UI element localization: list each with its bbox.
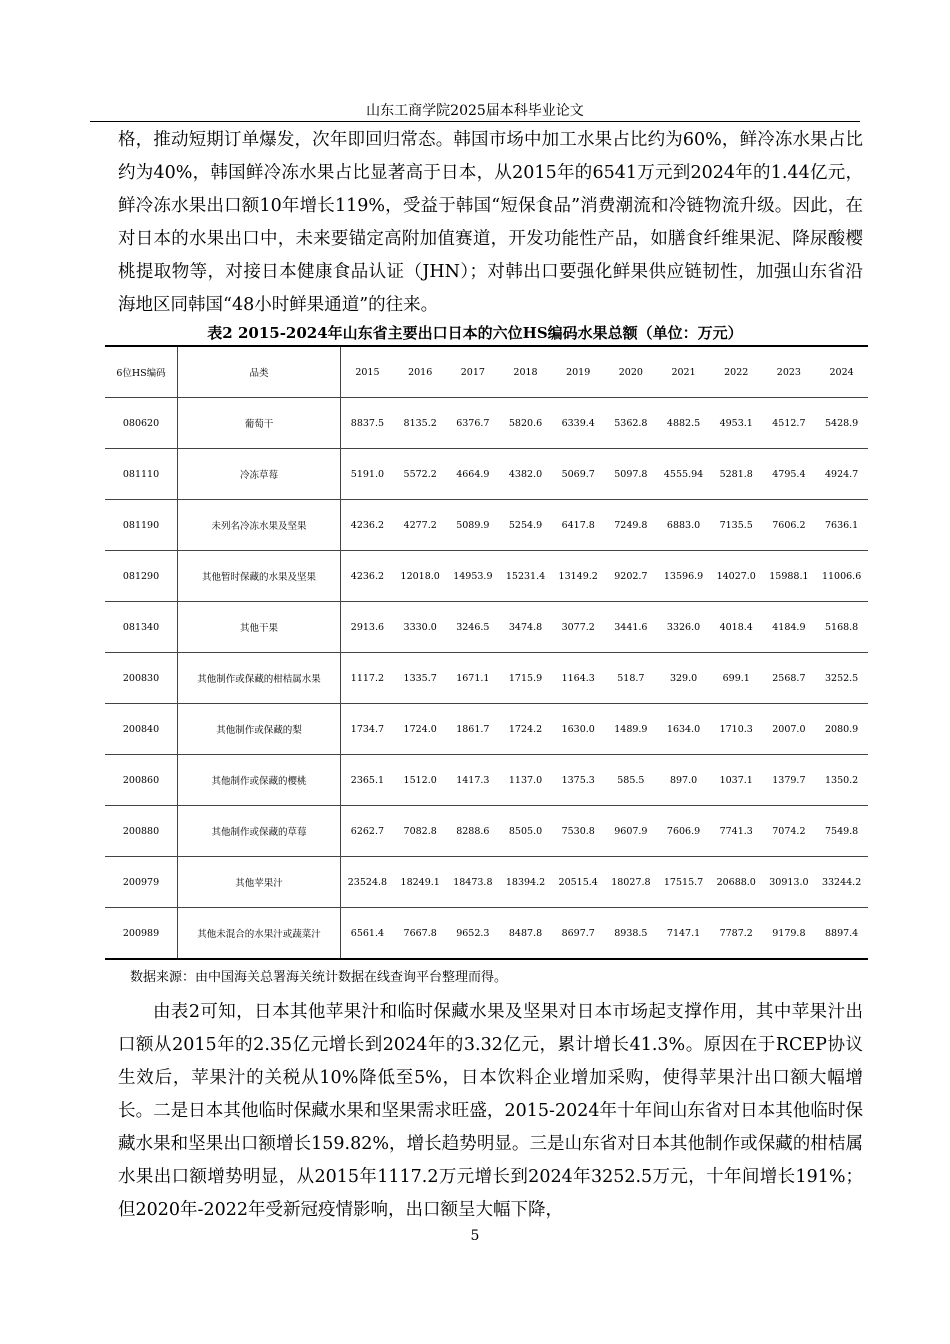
value-cell: 7787.2 — [719, 927, 753, 939]
value-cell: 1630.0 — [552, 704, 605, 755]
value-cell: 3077.2 — [552, 602, 605, 653]
value-cell: 8938.5 — [614, 927, 648, 939]
value-cell: 20688.0 — [710, 857, 763, 908]
value-cell: 5428.9 — [815, 398, 868, 449]
value-cell: 1379.7 — [763, 755, 816, 806]
category-cell: 其他制作或保藏的梨 — [178, 704, 341, 755]
value-cell: 15988.1 — [763, 551, 816, 602]
value-cell: 20515.4 — [552, 857, 605, 908]
table-row — [105, 551, 868, 602]
hs-code-cell: 6位HS编码 — [105, 346, 178, 398]
hs-code-cell: 080620 — [105, 398, 178, 449]
value-cell: 7082.8 — [394, 806, 447, 857]
value-cell: 6339.4 — [552, 398, 605, 449]
value-cell: 8697.7 — [561, 927, 595, 939]
value-cell: 7147.1 — [666, 927, 701, 939]
value-cell: 11006.6 — [815, 551, 868, 602]
table-row — [105, 857, 868, 908]
hs-code-cell: 200880 — [105, 806, 178, 857]
value-cell: 2021 — [657, 346, 710, 398]
value-cell: 12018.0 — [394, 551, 447, 602]
value-cell: 2016 — [394, 346, 447, 398]
value-cell: 1634.0 — [657, 704, 710, 755]
value-cell: 4018.4 — [710, 602, 763, 653]
hs-code-cell: 081340 — [105, 602, 178, 653]
value-cell: 1734.7 — [341, 704, 394, 755]
value-cell: 2023 — [763, 346, 816, 398]
value-cell: 5820.6 — [499, 398, 552, 449]
value-cell: 14027.0 — [710, 551, 763, 602]
value-cell: 1715.9 — [499, 653, 552, 704]
value-cell: 17515.7 — [657, 857, 710, 908]
value-cell: 2365.1 — [341, 755, 394, 806]
category-cell: 未列名冷冻水果及坚果 — [178, 500, 341, 551]
value-cell: 7667.8 — [403, 927, 437, 939]
table-row — [105, 653, 868, 704]
hs-code-cell: 200840 — [105, 704, 178, 755]
value-cell: 6262.7 — [341, 806, 394, 857]
value-cell: 1375.3 — [552, 755, 605, 806]
value-cell: 13149.2 — [552, 551, 605, 602]
value-cell: 699.1 — [710, 653, 763, 704]
value-cell: 7135.5 — [710, 500, 763, 551]
value-cell: 4924.7 — [815, 449, 868, 500]
value-cell: 18473.8 — [447, 857, 500, 908]
value-cell: 13596.9 — [657, 551, 710, 602]
value-cell: 2019 — [552, 346, 605, 398]
value-cell: 1724.2 — [499, 704, 552, 755]
value-cell: 2020 — [605, 346, 658, 398]
value-cell: 8837.5 — [341, 398, 394, 449]
category-cell: 品类 — [178, 346, 341, 398]
table-source: 数据来源：由中国海关总署海关统计数据在线查询平台整理而得。 — [130, 970, 508, 985]
value-cell: 3326.0 — [657, 602, 710, 653]
value-cell: 4512.7 — [763, 398, 816, 449]
value-cell: 4882.5 — [657, 398, 710, 449]
value-cell: 8897.4 — [824, 927, 859, 939]
value-cell: 7249.8 — [605, 500, 658, 551]
value-cell: 5097.8 — [605, 449, 658, 500]
value-cell: 33244.2 — [815, 857, 868, 908]
category-cell: 其他干果 — [178, 602, 341, 653]
value-cell: 6376.7 — [447, 398, 500, 449]
value-cell: 5572.2 — [394, 449, 447, 500]
value-cell: 1512.0 — [394, 755, 447, 806]
value-cell: 1417.3 — [447, 755, 500, 806]
value-cell: 4236.2 — [341, 551, 394, 602]
value-cell: 14953.9 — [447, 551, 500, 602]
value-cell: 3441.6 — [605, 602, 658, 653]
value-cell: 1164.3 — [552, 653, 605, 704]
value-cell: 897.0 — [657, 755, 710, 806]
header-divider — [90, 121, 860, 122]
value-cell: 4664.9 — [447, 449, 500, 500]
value-cell: 4236.2 — [341, 500, 394, 551]
hs-code-cell: 081110 — [105, 449, 178, 500]
value-cell: 1724.0 — [394, 704, 447, 755]
value-cell: 4953.1 — [710, 398, 763, 449]
category-cell: 其他暂时保藏的水果及坚果 — [178, 551, 341, 602]
value-cell: 2007.0 — [763, 704, 816, 755]
value-cell: 3252.5 — [815, 653, 868, 704]
value-cell: 5168.8 — [815, 602, 868, 653]
value-cell: 3246.5 — [447, 602, 500, 653]
table-row — [105, 908, 868, 960]
value-cell: 2568.7 — [763, 653, 816, 704]
value-cell: 8135.2 — [394, 398, 447, 449]
value-cell: 18394.2 — [499, 857, 552, 908]
value-cell: 329.0 — [657, 653, 710, 704]
value-cell: 30913.0 — [763, 857, 816, 908]
value-cell: 1037.1 — [710, 755, 763, 806]
value-cell: 1117.2 — [341, 653, 394, 704]
value-cell: 2017 — [447, 346, 500, 398]
value-cell: 7606.2 — [763, 500, 816, 551]
value-cell: 23524.8 — [341, 857, 394, 908]
value-cell: 5069.7 — [552, 449, 605, 500]
hs-code-cell: 200860 — [105, 755, 178, 806]
category-cell: 其他制作或保藏的草莓 — [178, 806, 341, 857]
paragraph-1: 格，推动短期订单爆发，次年即回归常态。韩国市场中加工水果占比约为60%，鲜冷冻水果占比约为40%，韩国鲜冷冻水果占比显著高于日本，从2015年的6541万元到2024年的1.44亿元，鲜冷冻水果出口额10年增长119%，受益于韩国“短保食品”消费潮流和冷链物流升级。因此，在对日本的水果出口中，未来要锚定高附加值赛道，开发功能性产品，如膳食纤维果泥、降尿酸樱桃提取物等，对接日本健康食品认证（JHN）；对韩出口要强化鲜果供应链韧性，加强山东省沿海地区同韩国“48小时鲜果通道”的往来。 — [118, 130, 863, 315]
value-cell: 9607.9 — [605, 806, 658, 857]
value-cell: 1710.3 — [710, 704, 763, 755]
category-cell: 冷冻草莓 — [178, 449, 341, 500]
page-number: 5 — [470, 1228, 480, 1244]
paragraph-2: 由表2可知，日本其他苹果汁和临时保藏水果及坚果对日本市场起支撑作用，其中苹果汁出口额从2015年的2.35亿元增长到2024年的3.32亿元，累计增长41.3%。原因在于RCEP协议生效后，苹果汁的关税从10%降低至5%，日本饮料企业增加采购，使得苹果汁出口额大幅增长。二是日本其他临时保藏水果和坚果需求旺盛，2015-2024年十年间山东省对日本其他临时保藏水果和坚果出口额增长159.82%，增长趋势明显。三是山东省对日本其他制作或保藏的柑桔属水果出口额增势明显，从2015年1117.2万元增长到2024年3252.5万元，十年间增长191%；但2020年-2022年受新冠疫情影响，出口额呈大幅下降， — [118, 1002, 863, 1220]
hs-code-cell: 200830 — [105, 653, 178, 704]
value-cell: 1350.2 — [815, 755, 868, 806]
value-cell: 7549.8 — [815, 806, 868, 857]
value-cell: 15231.4 — [499, 551, 552, 602]
value-cell: 3474.8 — [499, 602, 552, 653]
value-cell: 9202.7 — [605, 551, 658, 602]
value-cell: 1861.7 — [447, 704, 500, 755]
value-cell: 7606.9 — [657, 806, 710, 857]
value-cell: 4382.0 — [499, 449, 552, 500]
value-cell: 7530.8 — [552, 806, 605, 857]
value-cell: 9179.8 — [772, 927, 806, 939]
value-cell: 4555.94 — [657, 449, 710, 500]
export-table — [105, 345, 868, 960]
category-cell: 其他未混合的水果汁或蔬菜汁 — [178, 908, 341, 960]
value-cell: 5281.8 — [710, 449, 763, 500]
table-row — [105, 704, 868, 755]
table-row — [105, 449, 868, 500]
hs-code-cell: 200989 — [105, 908, 178, 960]
table-title: 表2 2015-2024年山东省主要出口日本的六位HS编码水果总额（单位：万元） — [207, 324, 743, 342]
table-row — [105, 602, 868, 653]
value-cell: 585.5 — [605, 755, 658, 806]
value-cell: 6417.8 — [552, 500, 605, 551]
value-cell: 2080.9 — [815, 704, 868, 755]
value-cell: 9652.3 — [456, 927, 490, 939]
table-row — [105, 500, 868, 551]
value-cell: 8288.6 — [447, 806, 500, 857]
value-cell: 3330.0 — [394, 602, 447, 653]
value-cell: 5254.9 — [499, 500, 552, 551]
value-cell: 8487.8 — [508, 927, 543, 939]
value-cell: 8505.0 — [499, 806, 552, 857]
category-cell: 葡萄干 — [178, 398, 341, 449]
value-cell: 1335.7 — [394, 653, 447, 704]
value-cell: 518.7 — [605, 653, 658, 704]
hs-code-cell: 081290 — [105, 551, 178, 602]
value-cell: 6561.4 — [350, 927, 385, 939]
value-cell: 18249.1 — [394, 857, 447, 908]
value-cell: 6883.0 — [657, 500, 710, 551]
value-cell: 7636.1 — [815, 500, 868, 551]
category-cell: 其他制作或保藏的柑桔属水果 — [178, 653, 341, 704]
value-cell: 4184.9 — [763, 602, 816, 653]
table-header-row — [105, 346, 868, 398]
value-cell: 2913.6 — [341, 602, 394, 653]
value-cell: 7074.2 — [763, 806, 816, 857]
hs-code-cell: 081190 — [105, 500, 178, 551]
value-cell: 2018 — [499, 346, 552, 398]
value-cell: 4277.2 — [394, 500, 447, 551]
value-cell: 4795.4 — [763, 449, 816, 500]
value-cell: 7741.3 — [710, 806, 763, 857]
value-cell: 2022 — [710, 346, 763, 398]
category-cell: 其他制作或保藏的樱桃 — [178, 755, 341, 806]
value-cell: 2024 — [815, 346, 868, 398]
value-cell: 5362.8 — [605, 398, 658, 449]
value-cell: 5089.9 — [447, 500, 500, 551]
value-cell: 1137.0 — [499, 755, 552, 806]
table-row — [105, 806, 868, 857]
table-row — [105, 755, 868, 806]
value-cell: 1671.1 — [447, 653, 500, 704]
category-cell: 其他苹果汁 — [178, 857, 341, 908]
hs-code-cell: 200979 — [105, 857, 178, 908]
value-cell: 18027.8 — [605, 857, 658, 908]
running-header: 山东工商学院2025届本科毕业论文 — [366, 103, 584, 119]
value-cell: 5191.0 — [341, 449, 394, 500]
value-cell: 1489.9 — [605, 704, 658, 755]
table-row — [105, 398, 868, 449]
value-cell: 2015 — [341, 346, 394, 398]
